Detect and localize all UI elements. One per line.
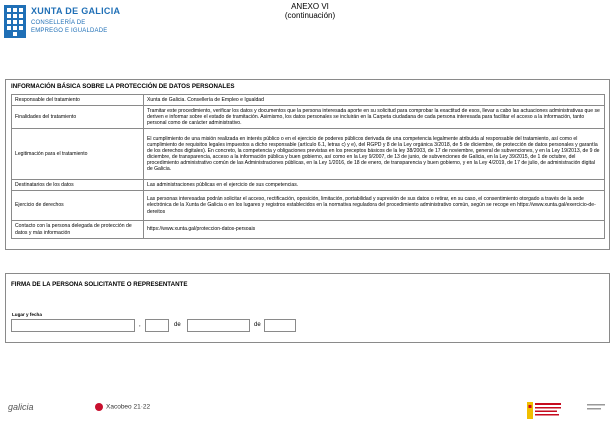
year-input[interactable]	[264, 319, 296, 332]
signature-title: FIRMA DE LA PERSONA SOLICITANTE O REPRESENTANTE	[11, 281, 188, 288]
annex-subtitle: (continuación)	[284, 11, 336, 20]
data-protection-title: INFORMACIÓN BÁSICA SOBRE LA PROTECCIÓN DE DATOS PERSONALES	[11, 83, 235, 90]
xacobeo-icon	[95, 403, 103, 411]
place-input[interactable]	[11, 319, 135, 332]
row-value: Tramitar este procedimiento, verificar los datos y documentos que la persona interesada aporte en su solicitud para comprobar la exactitud de esos, llevar a cabo las actuaciones administrativas que se deriven e informar sobre el estado de tramitación. Asimismo, los datos personales se incluirán en la Carpeta ciudadana de cada persona interesada para facilitar el acceso a la información, tanto personal como de carácter administrativo.	[144, 106, 605, 129]
spain-coat-of-arms-icon	[527, 401, 607, 421]
comma-separator: ,	[139, 322, 141, 328]
row-label: Ejercicio de derechos	[12, 191, 144, 221]
xacobeo-label: Xacobeo 21·22	[106, 403, 151, 411]
table-row	[12, 180, 605, 191]
row-label: Destinatarios de los datos	[12, 180, 144, 191]
xunta-logo	[4, 5, 134, 41]
signature-section	[5, 273, 610, 343]
table-row	[12, 191, 605, 221]
row-value: Las administraciones públicas en el ejercicio de sus competencias.	[144, 180, 605, 191]
row-label: Contacto con la persona delegada de protección de datos y más información	[12, 221, 144, 239]
day-input[interactable]	[145, 319, 169, 332]
row-value: https://www.xunta.gal/proteccion-datos-persoais	[144, 221, 605, 239]
annex-heading	[250, 2, 370, 20]
month-input[interactable]	[187, 319, 250, 332]
row-value: El cumplimiento de una misión realizada en interés público o en el ejercicio de poderes públicos derivada de una competencia legalmente atribuida al responsable del tratamiento, así como el cumplimiento de requisitos legales impuestos a dicho responsable (artículo 6.1, letras c) y e), del RGPD y 8 de la Ley orgánica 3/2018, de 5 de diciembre, de protección de datos personales y garantía de los derechos digitales). En concreto, la competencia y obligaciones previstas en los preceptos básicos de la ley 38/2003, de 17 de noviembre, general de subvenciones, y en la Ley 19/2013, de 9 de diciembre, de transparencia, acceso a la información pública y buen gobierno, así como en la Ley 9/2007, de 13 de junio, de subvenciones de Galicia, en la Ley 39/2015, de 1 de octubre, del procedimiento administrativo común de las Administraciones públicas, en la Ley 1/2016, de 18 de enero, de transparencia y buen gobierno, y en la Ley 4/2019, de 17 de julio, de administración digital de Galicia.	[144, 129, 605, 180]
data-protection-section	[5, 79, 610, 250]
table-row	[12, 129, 605, 180]
department-line-2: EMPREGO E IGUALDADE	[31, 27, 108, 34]
table-row	[12, 106, 605, 129]
row-label: Legitimación para el tratamiento	[12, 129, 144, 180]
date-label: Lugar y fecha	[12, 312, 42, 317]
galicia-brand-logo: galicia	[8, 402, 34, 412]
department-name	[31, 20, 107, 35]
annex-title: ANEXO VI	[291, 2, 329, 11]
row-label: Responsable del tratamiento	[12, 95, 144, 106]
org-name: XUNTA DE GALICIA	[31, 6, 121, 16]
gobierno-espana-logo	[527, 401, 607, 421]
data-protection-table	[11, 94, 605, 239]
de-separator-1: de	[174, 322, 181, 328]
xunta-emblem-icon	[4, 5, 26, 38]
table-row	[12, 221, 605, 239]
row-value: Xunta de Galicia. Consellería de Empleo e Igualdad	[144, 95, 605, 106]
de-separator-2: de	[254, 322, 261, 328]
xacobeo-logo	[95, 403, 150, 411]
table-row	[12, 95, 605, 106]
department-line-1: CONSELLERÍA DE	[31, 20, 86, 26]
row-label: Finalidades del tratamiento	[12, 106, 144, 129]
row-value: Las personas interesadas podrán solicitar el acceso, rectificación, oposición, limitación, portabilidad y supresión de sus datos o retirar, en su caso, el consentimiento otorgado a través de la sede electrónica de la Xunta de Galicia o en los lugares y registros establecidos en la normativa reguladora del procedimiento administrativo común, según se recoge en https://www.xunta.gal/exercicio-de-dereitos	[144, 191, 605, 221]
